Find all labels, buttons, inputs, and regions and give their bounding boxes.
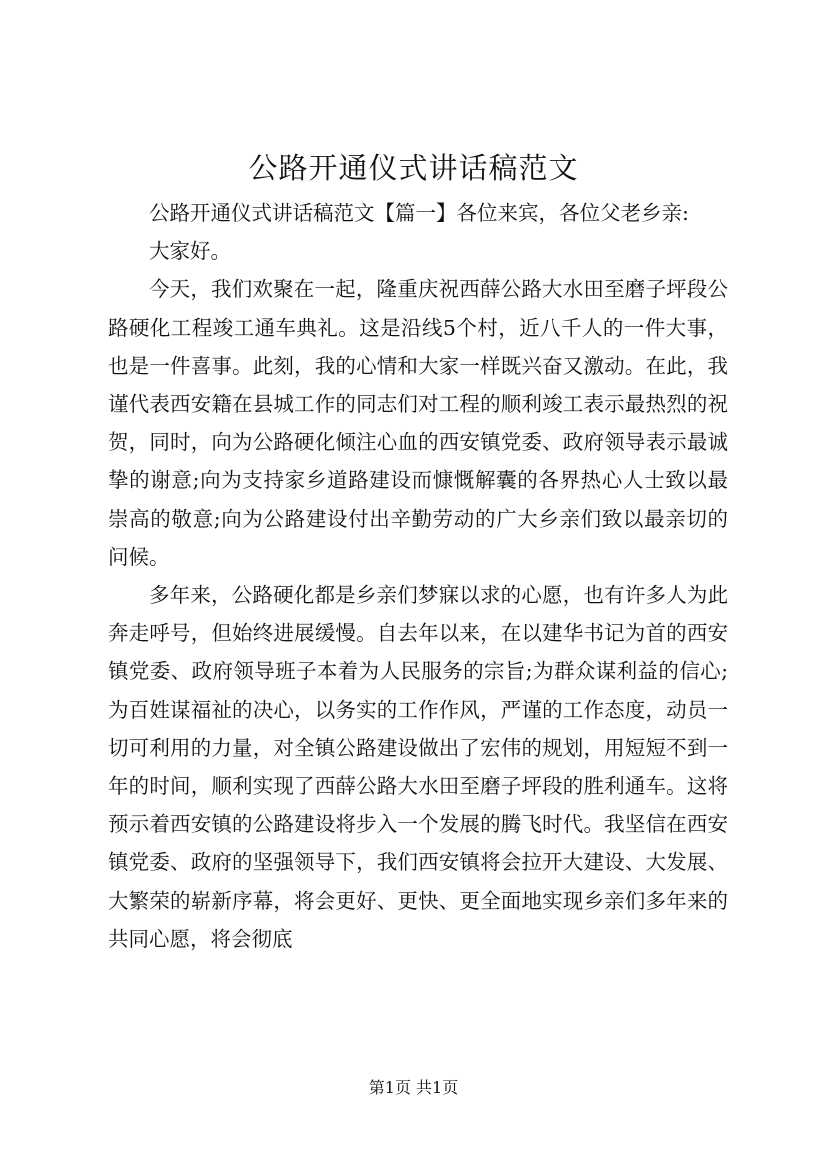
paragraph-1: 公路开通仪式讲话稿范文【篇一】各位来宾，各位父老乡亲: xyxy=(149,201,689,225)
document-title: 公路开通仪式讲话稿范文 xyxy=(248,151,579,185)
paragraph-3: 今天，我们欢聚在一起，隆重庆祝西薛公路大水田至磨子坪段公路硬化工程竣工通车典礼。这是沿线5个村，近八千人的一件大事，也是一件喜事。此刻，我的心情和大家一样既兴奋又激动。在此，我谨代表西安籍在县城工作的同志们对工程的顺利竣工表示最热烈的祝贺，同时，向为公路硬化倾注心血的西安镇党委、政府领导表示最诚挚的谢意;向为支持家乡道路建设而慷慨解囊的各界热心人士致以最崇高的敬意;向为公路建设付出辛勤劳动的广大乡亲们致以最亲切的问候。 xyxy=(108,277,728,569)
paragraph-4: 多年来，公路硬化都是乡亲们梦寐以求的心愿，也有许多人为此奔走呼号，但始终进展缓慢。自去年以来，在以建华书记为首的西安镇党委、政府领导班子本着为人民服务的宗旨;为群众谋利益的信心;为百姓谋福祉的决心，以务实的工作作风，严谨的工作态度，动员一切可利用的力量，对全镇公路建设做出了宏伟的规划，用短短不到一年的时间，顺利实现了西薛公路大水田至磨子坪段的胜利通车。这将预示着西安镇的公路建设将步入一个发展的腾飞时代。我坚信在西安镇党委、政府的坚强领导下，我们西安镇将会拉开大建设、大发展、大繁荣的崭新序幕，将会更好、更快、更全面地实现乡亲们多年来的共同心愿，将会彻底 xyxy=(108,583,728,951)
page-footer: 第1页 共1页 xyxy=(368,1078,459,1097)
document-body xyxy=(108,194,728,958)
paragraph-2: 大家好。 xyxy=(149,239,231,264)
